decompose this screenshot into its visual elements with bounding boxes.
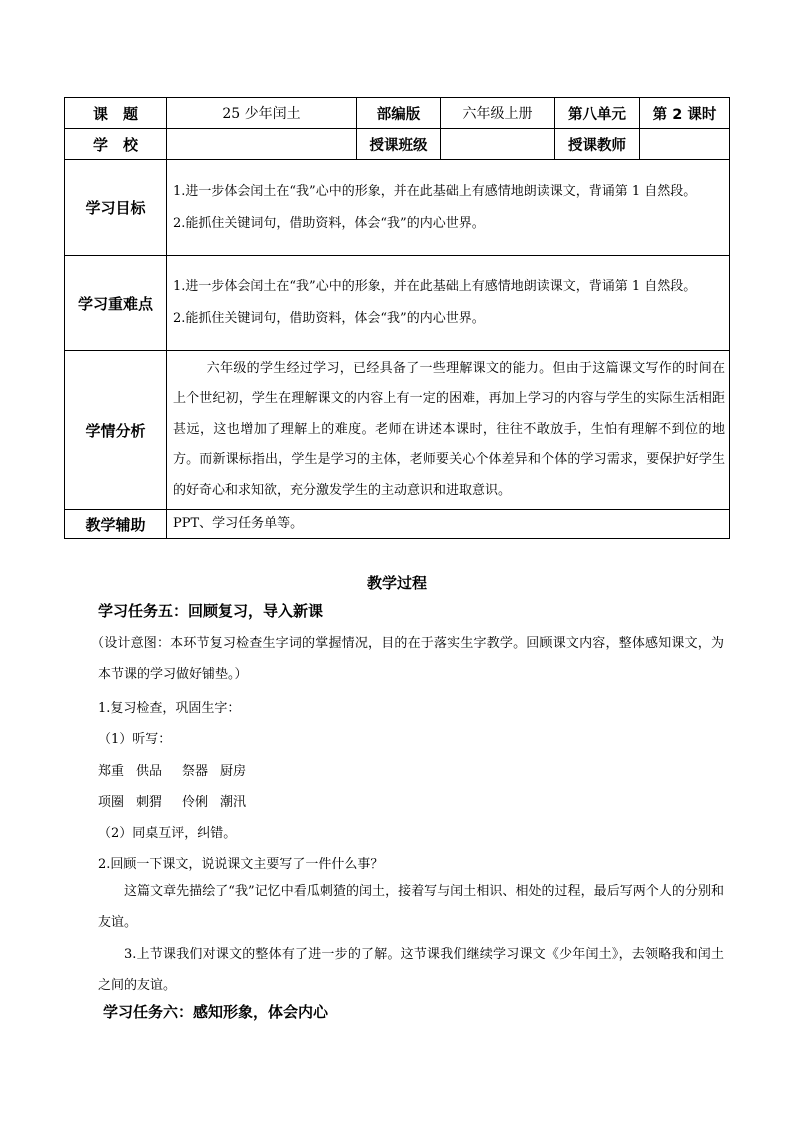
goals-line: 1.进一步体会闰土在“我”心中的形象，并在此基础上有感情地朗读课文，背诵第 1 自然段。 — [173, 183, 697, 199]
table-row — [65, 256, 730, 351]
process-title: 教学过程 — [366, 574, 427, 592]
word: 潮汛 — [220, 795, 247, 810]
table-row — [65, 98, 730, 129]
dictation-words-row2 — [98, 791, 258, 810]
step3: 3.上节课我们对课文的整体有了进一步的了解。这节课我们继续学习课文《少年闰土》，去领略我和闰土之间的友谊。 — [98, 947, 724, 993]
topic-label: 课 题 — [65, 98, 167, 129]
step1-sub2: （2）同桌互评，纠错。 — [98, 826, 237, 841]
lesson-info-table — [64, 97, 730, 539]
word: 项圈 — [98, 795, 125, 810]
key-points-line: 1.进一步体会闰土在“我”心中的形象，并在此基础上有感情地朗读课文，背诵第 1 自然段。 — [173, 279, 697, 294]
goals-content — [167, 160, 730, 256]
class-label: 授课班级 — [357, 129, 441, 160]
word: 郑重 — [98, 764, 125, 779]
step2-answer: 这篇文章先描绘了“我”记忆中看瓜刺猹的闰土，接着写与闰土相识、相处的过程，最后写两个人的分别和友谊。 — [98, 884, 724, 930]
edition: 部编版 — [357, 98, 441, 129]
task5-heading: 学习任务五：回顾复习，导入新课 — [98, 602, 324, 620]
key-points-label: 学习重难点 — [65, 256, 167, 351]
teacher-label: 授课教师 — [555, 129, 640, 160]
period: 第 2 课时 — [640, 98, 730, 129]
table-row — [65, 129, 730, 160]
dictation-words-row1 — [98, 760, 258, 779]
word: 供品 — [136, 764, 163, 779]
table-row — [65, 351, 730, 510]
lesson-title: 25 少年闰土 — [167, 98, 357, 129]
key-points-line: 2.能抓住关键词句，借助资料，体会“我”的内心世界。 — [173, 311, 485, 326]
analysis-text: 六年级的学生经过学习，已经具备了一些理解课文的能力。但由于这篇课文写作的时间在上个世纪初，学生在理解课文的内容上有一定的困难，再加上学习的内容与学生的实际生活相距甚远，这也增加了理解上的难度。老师在讲述本课时，往往不敢放手，生怕有理解不到位的地方。而新课标指出，学生是学习的主体，老师要关心个体差异和个体的学习需求，要保护好学生的好奇心和求知欲，充分激发学生的主动意识和进取意识。 — [173, 360, 725, 498]
key-points-content — [167, 256, 730, 351]
word: 刺猬 — [136, 795, 163, 810]
class-value — [441, 129, 555, 160]
design-intent: （设计意图：本环节复习检查生字词的掌握情况，目的在于落实生字教学。回顾课文内容，整体感知课文，为本节课的学习做好铺垫。） — [91, 636, 724, 682]
task6-heading: 学习任务六：感知形象，体会内心 — [103, 1003, 329, 1021]
word: 厨房 — [220, 764, 247, 779]
word: 祭器 — [182, 764, 209, 779]
school-label: 学 校 — [65, 129, 167, 160]
grade: 六年级上册 — [441, 98, 555, 129]
teacher-value — [640, 129, 730, 160]
analysis-content — [167, 351, 730, 510]
table-row — [65, 510, 730, 539]
step1-sub1: （1）听写： — [98, 732, 172, 747]
unit: 第八单元 — [555, 98, 640, 129]
analysis-label: 学情分析 — [65, 351, 167, 510]
goals-line: 2.能抓住关键词句，借助资料，体会“我”的内心世界。 — [173, 215, 485, 231]
goals-label: 学习目标 — [65, 160, 167, 256]
aids-value: PPT、学习任务单等。 — [167, 510, 730, 539]
word: 伶俐 — [182, 795, 209, 810]
aids-label: 教学辅助 — [65, 510, 167, 539]
step2: 2.回顾一下课文，说说课文主要写了一件什么事？ — [98, 857, 384, 872]
school-value — [167, 129, 357, 160]
step1: 1.复习检查，巩固生字： — [98, 701, 241, 716]
table-row — [65, 160, 730, 256]
